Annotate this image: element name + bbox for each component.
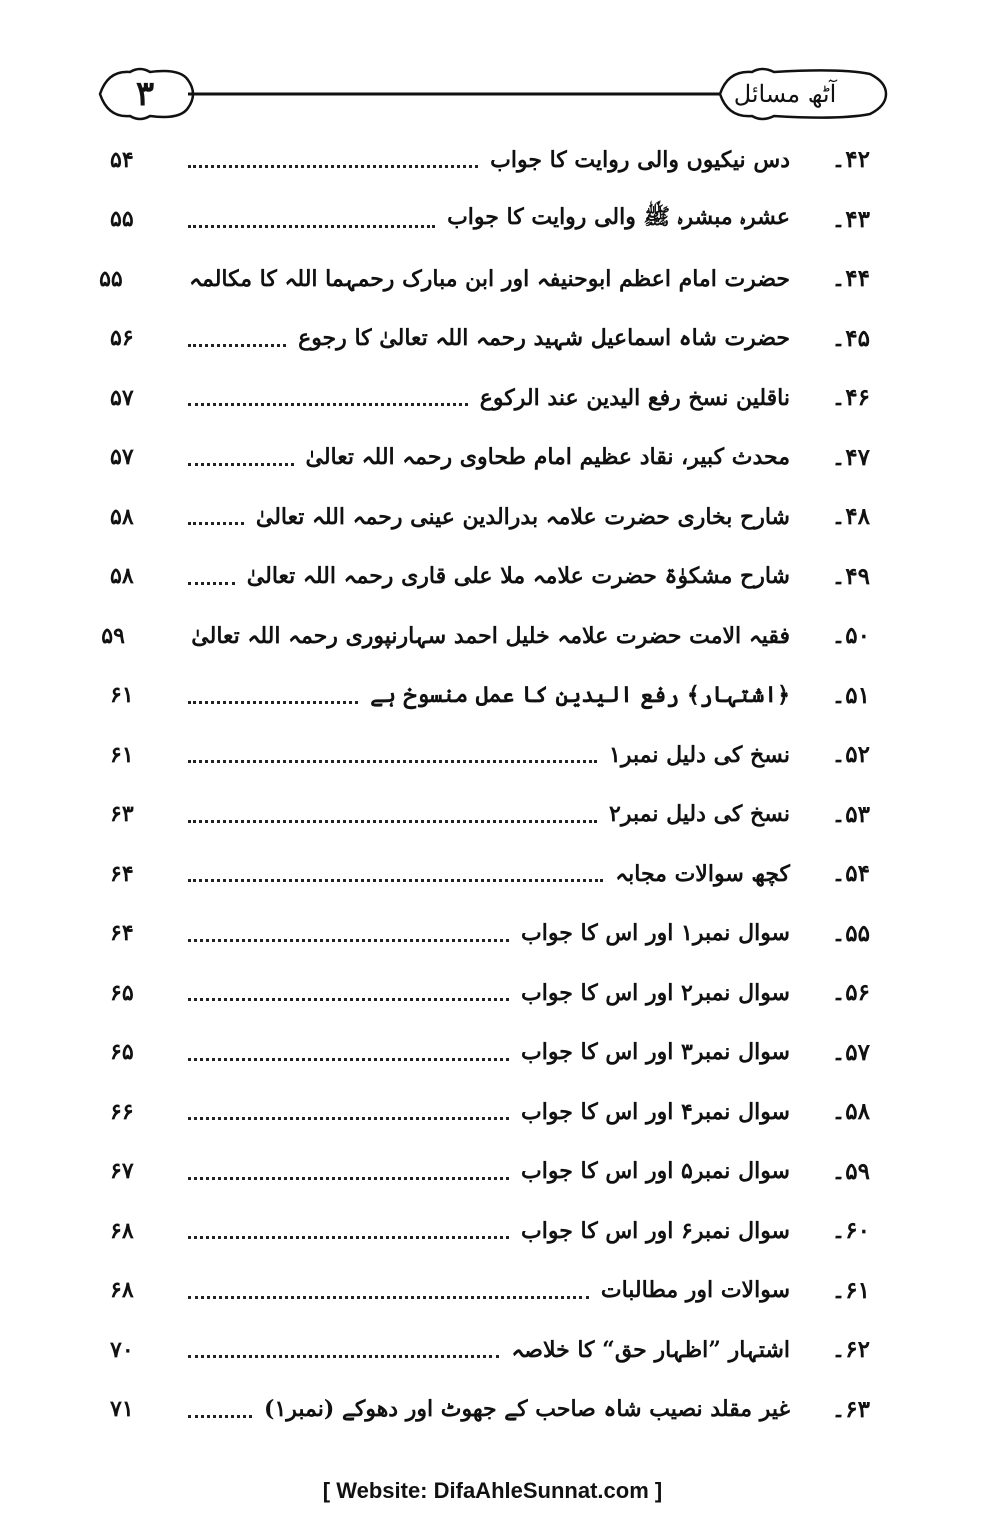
entry-number: ۵۱۔ <box>831 681 870 709</box>
toc-entry <box>110 1380 870 1440</box>
dot-leader <box>188 760 597 763</box>
entry-title: نسخ کی دلیل نمبر۱ <box>609 741 790 768</box>
dot-leader <box>188 939 509 942</box>
entry-title: دس نیکیوں والی روایت کا جواب <box>490 146 790 173</box>
entry-title: شارح مشکوٰۃ حضرت علامہ ملا علی قاری رحمہ اللہ تعالیٰ <box>246 563 790 590</box>
entry-page-number: ۶۸ <box>110 1217 134 1244</box>
toc-entry <box>101 606 870 666</box>
entry-number: ۵۶۔ <box>831 979 870 1007</box>
dot-leader <box>188 1355 499 1358</box>
entry-number: ۵۰۔ <box>831 622 870 650</box>
toc-entry <box>110 428 870 488</box>
entry-page-number: ۶۷ <box>110 1158 134 1185</box>
entry-number: ۴۹۔ <box>831 562 870 590</box>
dot-leader <box>188 522 244 525</box>
dot-leader <box>188 701 358 704</box>
entry-page-number: ۵۸ <box>110 563 134 590</box>
toc-entry <box>110 1201 870 1261</box>
dot-leader <box>188 998 509 1001</box>
entry-number: ۵۵۔ <box>831 919 870 947</box>
dot-leader <box>188 820 597 823</box>
entry-page-number: ۷۰ <box>110 1336 134 1363</box>
entry-number: ۴۲۔ <box>831 146 870 174</box>
entry-title: فقیہ الامت حضرت علامہ خلیل احمد سہارنپوری رحمہ اللہ تعالیٰ <box>191 622 790 649</box>
entry-page-number: ۵۵ <box>99 265 123 292</box>
dot-leader <box>188 225 435 228</box>
dot-leader <box>188 403 468 406</box>
entry-page-number: ۵۸ <box>110 503 134 530</box>
entry-title: سوال نمبر۲ اور اس کا جواب <box>521 979 790 1006</box>
toc-entry <box>110 1023 870 1083</box>
website-footer: [ Website: DifaAhleSunnat.com ] <box>322 1478 663 1503</box>
entry-number: ۴۳۔ <box>831 205 870 233</box>
entry-page-number: ۶۵ <box>110 1039 134 1066</box>
entry-title: شارح بخاری حضرت علامہ بدرالدین عینی رحمہ اللہ تعالیٰ <box>255 503 790 530</box>
entry-title: حضرت امام اعظم ابوحنیفہ اور ابن مبارک رحمہما اللہ کا مکالمہ <box>189 265 790 292</box>
dot-leader <box>188 344 286 347</box>
entry-number: ۴۵۔ <box>831 324 870 352</box>
toc-entry <box>110 1082 870 1142</box>
entry-page-number: ۶۸ <box>110 1277 134 1304</box>
dot-leader <box>188 1296 589 1299</box>
toc-entry <box>110 963 870 1023</box>
entry-page-number: ۶۱ <box>110 741 134 768</box>
dot-leader <box>188 1415 252 1418</box>
toc-entry <box>110 844 870 904</box>
entry-page-number: ۵۷ <box>110 444 134 471</box>
entry-title: کچھ سوالات مجابہ <box>615 860 790 887</box>
entry-number: ۴۶۔ <box>831 384 870 412</box>
entry-number: ۵۳۔ <box>831 800 870 828</box>
page-number: ۳ <box>135 74 155 114</box>
toc-entry <box>110 190 870 250</box>
entry-page-number: ۵۴ <box>110 146 134 173</box>
toc-entry <box>110 1320 870 1380</box>
entry-page-number: ۶۴ <box>110 860 134 887</box>
dot-leader <box>188 879 603 882</box>
entry-title: ﴿اشتہار﴾ رفع الیدین کا عمل منسوخ ہے <box>370 682 790 709</box>
toc-entry <box>110 368 870 428</box>
entry-number: ۶۰۔ <box>831 1217 870 1245</box>
entry-title: سوال نمبر۴ اور اس کا جواب <box>521 1098 790 1125</box>
entry-number: ۵۴۔ <box>831 860 870 888</box>
entry-page-number: ۵۹ <box>101 622 125 649</box>
entry-number: ۵۹۔ <box>831 1157 870 1185</box>
entry-number: ۵۷۔ <box>831 1038 870 1066</box>
entry-title: سوال نمبر۱ اور اس کا جواب <box>521 920 790 947</box>
entry-page-number: ۶۳ <box>110 801 134 828</box>
entry-title: حضرت شاہ اسماعیل شہید رحمہ اللہ تعالیٰ کا رجوع <box>298 325 790 352</box>
dot-leader <box>188 1236 509 1239</box>
entry-title: ناقلین نسخ رفع الیدین عند الرکوع <box>479 384 790 411</box>
page-header <box>80 62 900 126</box>
toc-entry <box>110 725 870 785</box>
entry-title: سوالات اور مطالبات <box>600 1277 790 1304</box>
entry-number: ۴۷۔ <box>831 443 870 471</box>
entry-title: عشرہ مبشرہ ﷺ والی روایت کا جواب <box>447 204 790 231</box>
entry-number: ۶۲۔ <box>831 1336 870 1364</box>
toc-entry <box>99 249 870 309</box>
entry-title: محدث کبیر، نقاد عظیم امام طحاوی رحمہ اللہ تعالیٰ <box>305 444 790 471</box>
toc-entry <box>110 785 870 845</box>
entry-title: نسخ کی دلیل نمبر۲ <box>609 801 790 828</box>
table-of-contents <box>99 130 870 1439</box>
entry-title: اشتہار ”اظہار حق“ کا خلاصہ <box>511 1336 790 1363</box>
entry-number: ۵۸۔ <box>831 1098 870 1126</box>
entry-page-number: ۶۵ <box>110 979 134 1006</box>
dot-leader <box>188 1177 509 1180</box>
entry-title: غیر مقلد نصیب شاہ صاحب کے جھوٹ اور دھوکے (نمبر۱) <box>264 1396 790 1423</box>
entry-title: سوال نمبر۳ اور اس کا جواب <box>521 1039 790 1066</box>
entry-page-number: ۶۴ <box>110 920 134 947</box>
book-title: آٹھ مسائل <box>733 80 837 108</box>
dot-leader <box>188 463 294 466</box>
toc-entry <box>110 547 870 607</box>
entry-page-number: ۶۶ <box>110 1098 134 1125</box>
entry-page-number: ۷۱ <box>110 1396 134 1423</box>
entry-title: سوال نمبر۵ اور اس کا جواب <box>521 1158 790 1185</box>
toc-entry <box>110 130 870 190</box>
entry-number: ۴۸۔ <box>831 503 870 531</box>
dot-leader <box>188 582 235 585</box>
dot-leader <box>188 1058 509 1061</box>
entry-page-number: ۶۱ <box>110 682 134 709</box>
dot-leader <box>188 1117 509 1120</box>
entry-number: ۶۳۔ <box>831 1395 870 1423</box>
entry-number: ۵۲۔ <box>831 741 870 769</box>
toc-entry <box>110 1142 870 1202</box>
toc-entry <box>110 666 870 726</box>
entry-number: ۴۴۔ <box>831 265 870 293</box>
toc-entry <box>110 487 870 547</box>
entry-page-number: ۵۵ <box>110 206 134 233</box>
toc-entry <box>110 904 870 964</box>
entry-page-number: ۵۶ <box>110 325 134 352</box>
entry-title: سوال نمبر۶ اور اس کا جواب <box>521 1217 790 1244</box>
toc-entry <box>110 309 870 369</box>
dot-leader <box>188 165 478 168</box>
toc-entry <box>110 1261 870 1321</box>
entry-page-number: ۵۷ <box>110 384 134 411</box>
entry-number: ۶۱۔ <box>831 1276 870 1304</box>
